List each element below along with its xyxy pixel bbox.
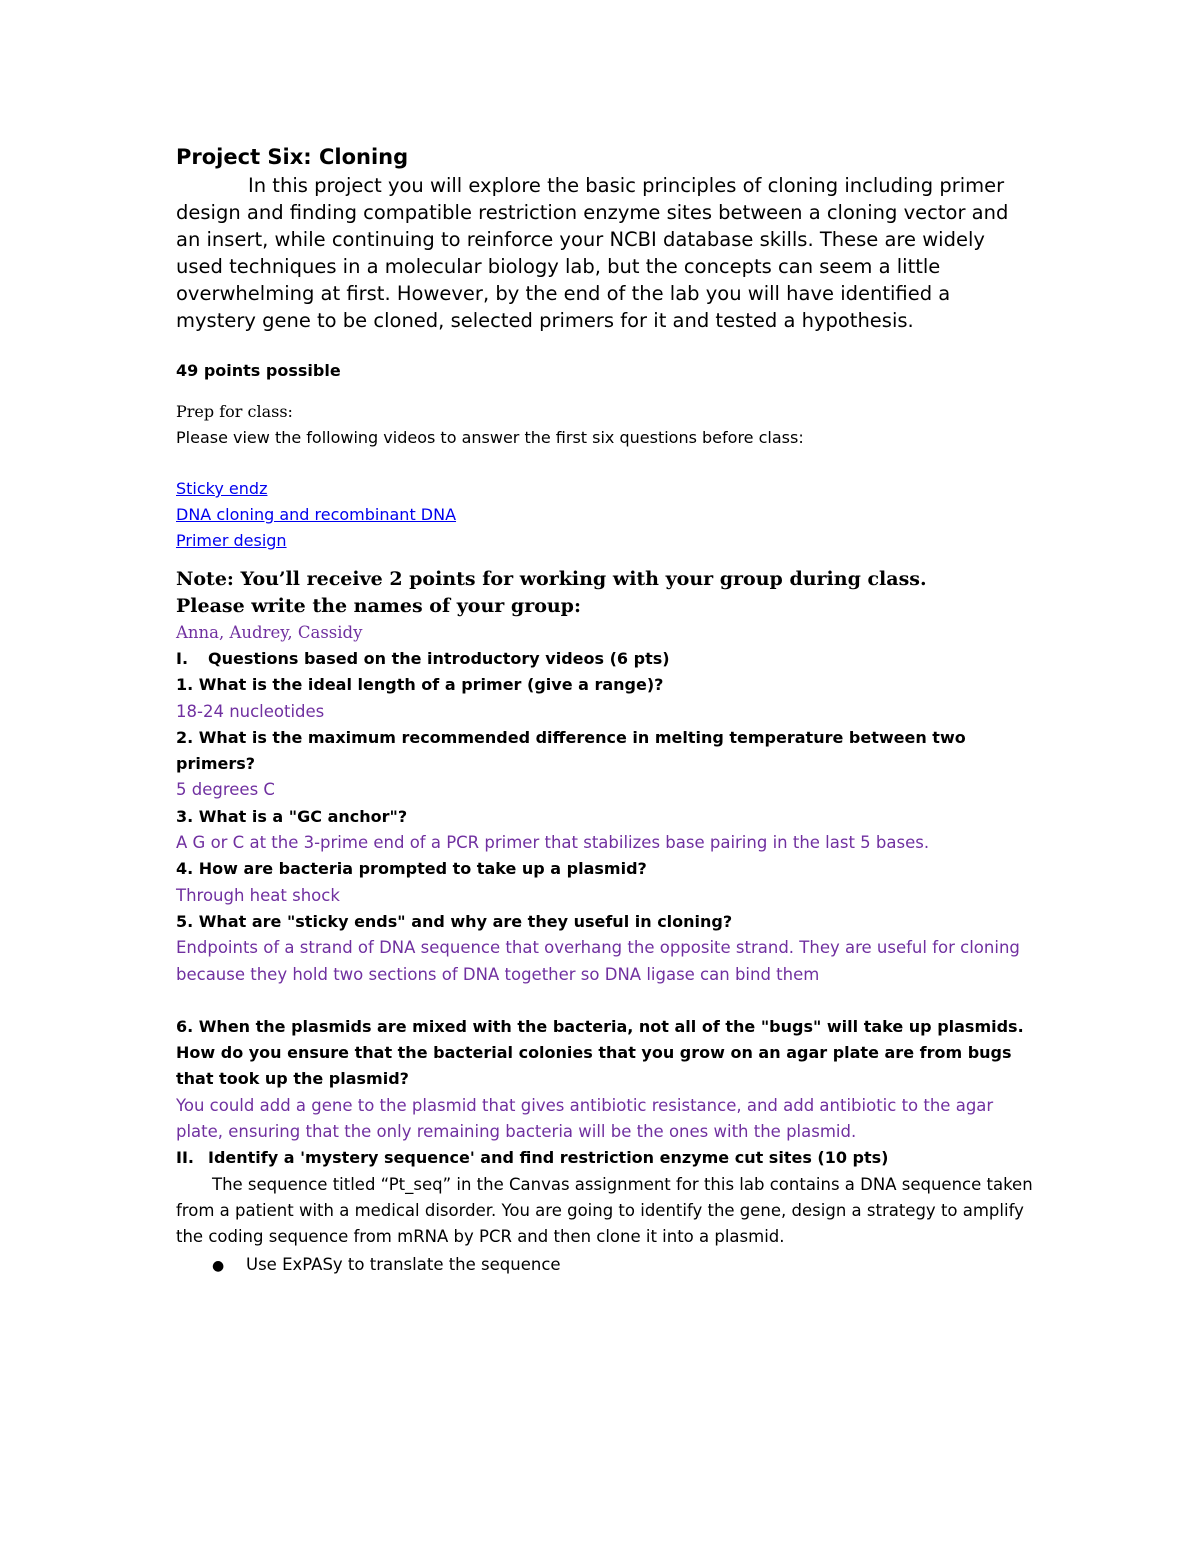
question-3: 3. What is a "GC anchor"? — [176, 806, 408, 826]
section-2-title: Identify a 'mystery sequence' and find restriction enzyme cut sites (10 pts) — [208, 1148, 889, 1168]
section-2-numeral: II. — [176, 1148, 194, 1168]
answer-2: 5 degrees C — [176, 780, 275, 800]
points-possible: 49 points possible — [176, 361, 341, 380]
section-1-heading — [176, 646, 1036, 672]
bullet-text: Use ExPASy to translate the sequence — [246, 1254, 561, 1274]
section-2-heading — [176, 1145, 1036, 1171]
prep-instruction: Please view the following videos to answer the first six questions before class: — [176, 428, 804, 447]
document-title: Project Six: Cloning — [176, 145, 409, 169]
video-links — [176, 476, 1036, 554]
prep-heading: Prep for class: — [176, 402, 293, 421]
answer-6: You could add a gene to the plasmid that gives antibiotic resistance, and add antibiotic to the agar plate, ensuring that the only remaining bacteria will be the ones with the plasmid. — [176, 1095, 994, 1142]
link-primer-design[interactable]: Primer design — [176, 531, 287, 550]
question-5: 5. What are "sticky ends" and why are they useful in cloning? — [176, 911, 733, 931]
link-dna-cloning[interactable]: DNA cloning and recombinant DNA — [176, 505, 457, 524]
answer-3: A G or C at the 3-prime end of a PCR primer that stabilizes base pairing in the last 5 bases. — [176, 833, 930, 853]
answer-5: Endpoints of a strand of DNA sequence that overhang the opposite strand. They are useful for cloning because they hold two sections of DNA together so DNA ligase can bind them — [176, 938, 1020, 984]
question-4: 4. How are bacteria prompted to take up a plasmid? — [176, 859, 647, 879]
question-6: 6. When the plasmids are mixed with the bacteria, not all of the "bugs" will take up plasmids. How do you ensure that the bacterial colonies that you grow on an agar plate are from bugs that took up the plasmid? — [176, 1016, 1024, 1089]
answer-1: 18-24 nucleotides — [176, 701, 325, 721]
answer-4: Through heat shock — [176, 885, 340, 905]
section-1-numeral: I. — [176, 649, 189, 668]
link-sticky-endz[interactable]: Sticky endz — [176, 479, 268, 498]
bullet-icon: ● — [212, 1257, 225, 1274]
question-2: 2. What is the maximum recommended difference in melting temperature between two primers? — [176, 727, 966, 774]
section-1-title: Questions based on the introductory videos (6 pts) — [208, 649, 670, 668]
intro-paragraph: In this project you will explore the basic principles of cloning including primer design and finding compatible restriction enzyme sites between a cloning vector and an insert, while continuing to reinforce your NCBI database skills. These are widely used techniques in a molecular biology lab, but the concepts can seem a little overwhelming at first. However, by the end of the lab you will have identified a mystery gene to be cloned, selected primers for it and tested a hypothesis. — [176, 174, 1009, 332]
blank-line — [176, 988, 1036, 1014]
group-note: Note: You’ll receive 2 points for working with your group during class. — [176, 568, 927, 590]
group-names-answer: Anna, Audrey, Cassidy — [176, 623, 363, 642]
group-names-prompt: Please write the names of your group: — [176, 595, 581, 617]
bullet-item — [176, 1251, 1036, 1280]
document-page — [176, 142, 1036, 1280]
question-1: 1. What is the ideal length of a primer (give a range)? — [176, 675, 664, 695]
section-2-body: The sequence titled “Pt_seq” in the Canvas assignment for this lab contains a DNA sequence taken from a patient with a medical disorder. You are going to identify the gene, design a strategy to amplify the coding sequence from mRNA by PCR and then clone it into a plasmid. — [176, 1174, 1033, 1247]
